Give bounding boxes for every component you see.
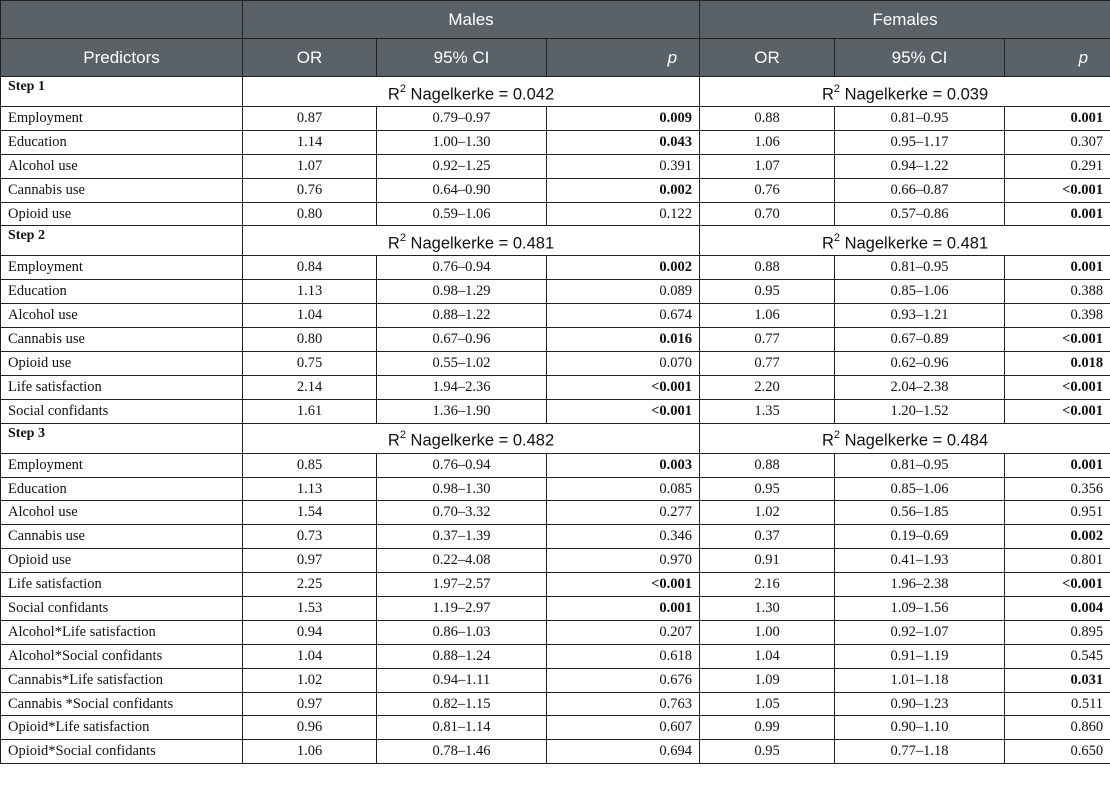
males-ci: 0.37–1.39	[377, 525, 547, 549]
females-p: 0.001	[1005, 107, 1110, 131]
table-row	[1, 107, 1110, 131]
r2-symbol: R	[387, 431, 400, 450]
males-ci: 1.97–2.57	[377, 573, 547, 597]
females-or: 0.88	[700, 256, 835, 280]
females-or: 2.16	[700, 573, 835, 597]
table-row	[1, 399, 1110, 423]
females-ci: 0.57–0.86	[835, 202, 1005, 226]
header-males: Males	[243, 1, 700, 39]
females-ci: 0.66–0.87	[835, 178, 1005, 202]
r2-males	[243, 226, 700, 256]
predictor-label: Social confidants	[1, 597, 243, 621]
predictor-label: Alcohol*Social confidants	[1, 644, 243, 668]
females-ci: 0.94–1.22	[835, 154, 1005, 178]
males-p: 0.674	[547, 304, 700, 328]
table-row	[1, 620, 1110, 644]
header-females-p: p	[1005, 39, 1110, 77]
table-row	[1, 692, 1110, 716]
header-males-or: OR	[243, 39, 377, 77]
females-or: 1.06	[700, 304, 835, 328]
females-ci: 0.91–1.19	[835, 644, 1005, 668]
females-ci: 0.81–0.95	[835, 256, 1005, 280]
males-or: 0.97	[243, 692, 377, 716]
header-females-ci: 95% CI	[835, 39, 1005, 77]
males-or: 1.54	[243, 501, 377, 525]
predictor-label: Cannabis use	[1, 328, 243, 352]
males-p: 0.003	[547, 453, 700, 477]
table-row	[1, 375, 1110, 399]
predictor-label: Opioid*Life satisfaction	[1, 716, 243, 740]
females-p: 0.650	[1005, 740, 1110, 764]
males-or: 1.14	[243, 130, 377, 154]
males-ci: 0.88–1.24	[377, 644, 547, 668]
females-or: 0.88	[700, 453, 835, 477]
table-row	[1, 644, 1110, 668]
predictor-label: Opioid use	[1, 352, 243, 376]
table-row	[1, 597, 1110, 621]
females-ci: 1.01–1.18	[835, 668, 1005, 692]
table-row	[1, 280, 1110, 304]
r2-label: Nagelkerke =	[844, 85, 943, 103]
r2-symbol: R	[821, 85, 834, 103]
table-row	[1, 549, 1110, 573]
header-males-ci: 95% CI	[377, 39, 547, 77]
males-ci: 0.78–1.46	[377, 740, 547, 764]
females-p: 0.895	[1005, 620, 1110, 644]
males-p: 0.002	[547, 178, 700, 202]
table-row	[1, 453, 1110, 477]
r2-superscript: 2	[833, 429, 840, 442]
females-or: 1.35	[700, 399, 835, 423]
females-or: 1.07	[700, 154, 835, 178]
males-ci: 0.82–1.15	[377, 692, 547, 716]
females-ci: 0.81–0.95	[835, 453, 1005, 477]
males-p: 0.391	[547, 154, 700, 178]
table-row	[1, 573, 1110, 597]
males-ci: 0.86–1.03	[377, 620, 547, 644]
males-or: 1.53	[243, 597, 377, 621]
females-ci: 2.04–2.38	[835, 375, 1005, 399]
predictor-label: Social confidants	[1, 399, 243, 423]
r2-symbol: R	[387, 85, 400, 103]
r2-label: Nagelkerke =	[844, 234, 943, 253]
females-or: 0.95	[700, 477, 835, 501]
predictor-label: Opioid*Social confidants	[1, 740, 243, 764]
females-or: 0.88	[700, 107, 835, 131]
r2-value: 0.481	[946, 234, 989, 253]
table-row	[1, 525, 1110, 549]
males-p: 0.676	[547, 668, 700, 692]
females-p: 0.398	[1005, 304, 1110, 328]
males-or: 1.07	[243, 154, 377, 178]
males-ci: 0.98–1.30	[377, 477, 547, 501]
females-p: 0.388	[1005, 280, 1110, 304]
males-or: 0.96	[243, 716, 377, 740]
females-ci: 1.09–1.56	[835, 597, 1005, 621]
r2-superscript: 2	[399, 231, 406, 244]
females-ci: 1.96–2.38	[835, 573, 1005, 597]
r2-value: 0.482	[512, 431, 555, 450]
step-row	[1, 423, 1110, 453]
predictor-label: Alcohol use	[1, 154, 243, 178]
females-p: 0.356	[1005, 477, 1110, 501]
females-p: 0.001	[1005, 256, 1110, 280]
females-ci: 0.90–1.10	[835, 716, 1005, 740]
males-ci: 1.00–1.30	[377, 130, 547, 154]
males-or: 1.02	[243, 668, 377, 692]
r2-value: 0.484	[946, 431, 989, 450]
table-header	[1, 1, 1110, 77]
females-p: 0.001	[1005, 202, 1110, 226]
females-or: 0.76	[700, 178, 835, 202]
females-p: 0.031	[1005, 668, 1110, 692]
females-or: 1.30	[700, 597, 835, 621]
females-ci: 0.93–1.21	[835, 304, 1005, 328]
males-or: 0.76	[243, 178, 377, 202]
females-or: 0.95	[700, 280, 835, 304]
table-row	[1, 716, 1110, 740]
r2-label: Nagelkerke =	[844, 431, 943, 450]
males-p: 0.607	[547, 716, 700, 740]
males-p: <0.001	[547, 573, 700, 597]
males-ci: 1.36–1.90	[377, 399, 547, 423]
males-or: 1.13	[243, 477, 377, 501]
females-ci: 0.85–1.06	[835, 280, 1005, 304]
females-or: 0.99	[700, 716, 835, 740]
table-row	[1, 501, 1110, 525]
r2-symbol: R	[821, 234, 834, 253]
females-ci: 0.81–0.95	[835, 107, 1005, 131]
females-or: 1.04	[700, 644, 835, 668]
table-body	[1, 77, 1110, 764]
predictor-label: Opioid use	[1, 549, 243, 573]
males-or: 0.84	[243, 256, 377, 280]
females-ci: 0.95–1.17	[835, 130, 1005, 154]
males-or: 1.04	[243, 644, 377, 668]
predictor-label: Employment	[1, 256, 243, 280]
females-p: 0.511	[1005, 692, 1110, 716]
table-row	[1, 154, 1110, 178]
females-p: 0.291	[1005, 154, 1110, 178]
females-p: 0.860	[1005, 716, 1110, 740]
males-p: 0.618	[547, 644, 700, 668]
females-ci: 0.19–0.69	[835, 525, 1005, 549]
males-ci: 0.88–1.22	[377, 304, 547, 328]
step-label: Step 2	[1, 226, 243, 256]
r2-label: Nagelkerke =	[410, 234, 509, 253]
females-p: 0.004	[1005, 597, 1110, 621]
females-p: 0.001	[1005, 453, 1110, 477]
r2-symbol: R	[387, 234, 400, 253]
males-or: 0.85	[243, 453, 377, 477]
table-row	[1, 668, 1110, 692]
males-ci: 0.79–0.97	[377, 107, 547, 131]
females-or: 1.06	[700, 130, 835, 154]
r2-value: 0.481	[512, 234, 555, 253]
predictor-label: Employment	[1, 107, 243, 131]
males-or: 0.97	[243, 549, 377, 573]
females-or: 2.20	[700, 375, 835, 399]
males-ci: 0.64–0.90	[377, 178, 547, 202]
females-p: <0.001	[1005, 328, 1110, 352]
females-ci: 0.62–0.96	[835, 352, 1005, 376]
females-ci: 0.90–1.23	[835, 692, 1005, 716]
predictor-label: Education	[1, 477, 243, 501]
males-ci: 0.92–1.25	[377, 154, 547, 178]
females-or: 0.70	[700, 202, 835, 226]
females-ci: 0.41–1.93	[835, 549, 1005, 573]
females-p: <0.001	[1005, 573, 1110, 597]
males-or: 0.73	[243, 525, 377, 549]
males-p: 0.694	[547, 740, 700, 764]
header-predictors: Predictors	[1, 39, 243, 77]
r2-females	[700, 226, 1110, 256]
r2-value: 0.042	[512, 85, 555, 103]
males-p: 0.070	[547, 352, 700, 376]
table-row	[1, 256, 1110, 280]
males-ci: 1.19–2.97	[377, 597, 547, 621]
predictor-label: Employment	[1, 453, 243, 477]
predictor-label: Alcohol*Life satisfaction	[1, 620, 243, 644]
males-p: 0.085	[547, 477, 700, 501]
predictor-label: Alcohol use	[1, 501, 243, 525]
females-ci: 1.20–1.52	[835, 399, 1005, 423]
males-p: 0.122	[547, 202, 700, 226]
males-ci: 0.98–1.29	[377, 280, 547, 304]
predictor-label: Cannabis use	[1, 178, 243, 202]
males-or: 0.80	[243, 328, 377, 352]
females-or: 0.77	[700, 352, 835, 376]
r2-males	[243, 423, 700, 453]
table-row	[1, 740, 1110, 764]
males-p: 0.043	[547, 130, 700, 154]
males-or: 0.80	[243, 202, 377, 226]
males-ci: 1.94–2.36	[377, 375, 547, 399]
males-ci: 0.70–3.32	[377, 501, 547, 525]
males-p: 0.089	[547, 280, 700, 304]
males-ci: 0.67–0.96	[377, 328, 547, 352]
males-p: 0.763	[547, 692, 700, 716]
females-p: <0.001	[1005, 399, 1110, 423]
females-or: 1.05	[700, 692, 835, 716]
females-p: 0.545	[1005, 644, 1110, 668]
table-row	[1, 477, 1110, 501]
males-ci: 0.81–1.14	[377, 716, 547, 740]
females-or: 0.77	[700, 328, 835, 352]
females-or: 1.09	[700, 668, 835, 692]
r2-label: Nagelkerke =	[410, 431, 509, 450]
predictor-label: Cannabis *Social confidants	[1, 692, 243, 716]
females-ci: 0.85–1.06	[835, 477, 1005, 501]
males-or: 0.87	[243, 107, 377, 131]
predictor-label: Life satisfaction	[1, 375, 243, 399]
females-p: 0.801	[1005, 549, 1110, 573]
males-p: 0.001	[547, 597, 700, 621]
males-p: <0.001	[547, 375, 700, 399]
r2-superscript: 2	[399, 429, 406, 442]
predictor-label: Education	[1, 130, 243, 154]
females-ci: 0.77–1.18	[835, 740, 1005, 764]
males-p: 0.016	[547, 328, 700, 352]
header-females: Females	[700, 1, 1110, 39]
females-or: 0.37	[700, 525, 835, 549]
females-or: 1.02	[700, 501, 835, 525]
males-or: 1.04	[243, 304, 377, 328]
females-ci: 0.67–0.89	[835, 328, 1005, 352]
step-row	[1, 77, 1110, 107]
r2-value: 0.039	[946, 85, 989, 103]
r2-superscript: 2	[833, 82, 840, 95]
header-females-or: OR	[700, 39, 835, 77]
females-p: <0.001	[1005, 375, 1110, 399]
males-ci: 0.76–0.94	[377, 256, 547, 280]
r2-females	[700, 77, 1110, 107]
r2-label: Nagelkerke =	[410, 85, 509, 103]
males-or: 0.75	[243, 352, 377, 376]
males-p: 0.346	[547, 525, 700, 549]
r2-females	[700, 423, 1110, 453]
header-corner	[1, 1, 243, 39]
females-p: 0.951	[1005, 501, 1110, 525]
males-ci: 0.59–1.06	[377, 202, 547, 226]
r2-superscript: 2	[399, 82, 406, 95]
females-or: 0.91	[700, 549, 835, 573]
males-p: <0.001	[547, 399, 700, 423]
step-row	[1, 226, 1110, 256]
males-p: 0.009	[547, 107, 700, 131]
males-ci: 0.22–4.08	[377, 549, 547, 573]
predictor-label: Cannabis use	[1, 525, 243, 549]
table-row	[1, 178, 1110, 202]
males-or: 1.06	[243, 740, 377, 764]
header-males-p: p	[547, 39, 700, 77]
table-row	[1, 352, 1110, 376]
males-or: 1.61	[243, 399, 377, 423]
table-row	[1, 202, 1110, 226]
r2-superscript: 2	[833, 231, 840, 244]
predictor-label: Cannabis*Life satisfaction	[1, 668, 243, 692]
predictor-label: Education	[1, 280, 243, 304]
predictor-label: Alcohol use	[1, 304, 243, 328]
males-or: 1.13	[243, 280, 377, 304]
females-p: 0.018	[1005, 352, 1110, 376]
r2-males	[243, 77, 700, 107]
males-p: 0.207	[547, 620, 700, 644]
males-ci: 0.76–0.94	[377, 453, 547, 477]
males-or: 0.94	[243, 620, 377, 644]
males-or: 2.14	[243, 375, 377, 399]
females-p: <0.001	[1005, 178, 1110, 202]
table-row	[1, 304, 1110, 328]
males-p: 0.277	[547, 501, 700, 525]
step-label: Step 1	[1, 77, 243, 107]
table-row	[1, 328, 1110, 352]
males-or: 2.25	[243, 573, 377, 597]
males-p: 0.002	[547, 256, 700, 280]
females-or: 1.00	[700, 620, 835, 644]
females-or: 0.95	[700, 740, 835, 764]
step-label: Step 3	[1, 423, 243, 453]
predictor-label: Life satisfaction	[1, 573, 243, 597]
females-ci: 0.56–1.85	[835, 501, 1005, 525]
males-p: 0.970	[547, 549, 700, 573]
females-p: 0.307	[1005, 130, 1110, 154]
r2-symbol: R	[821, 431, 834, 450]
females-p: 0.002	[1005, 525, 1110, 549]
table-row	[1, 130, 1110, 154]
predictor-label: Opioid use	[1, 202, 243, 226]
males-ci: 0.94–1.11	[377, 668, 547, 692]
males-ci: 0.55–1.02	[377, 352, 547, 376]
females-ci: 0.92–1.07	[835, 620, 1005, 644]
